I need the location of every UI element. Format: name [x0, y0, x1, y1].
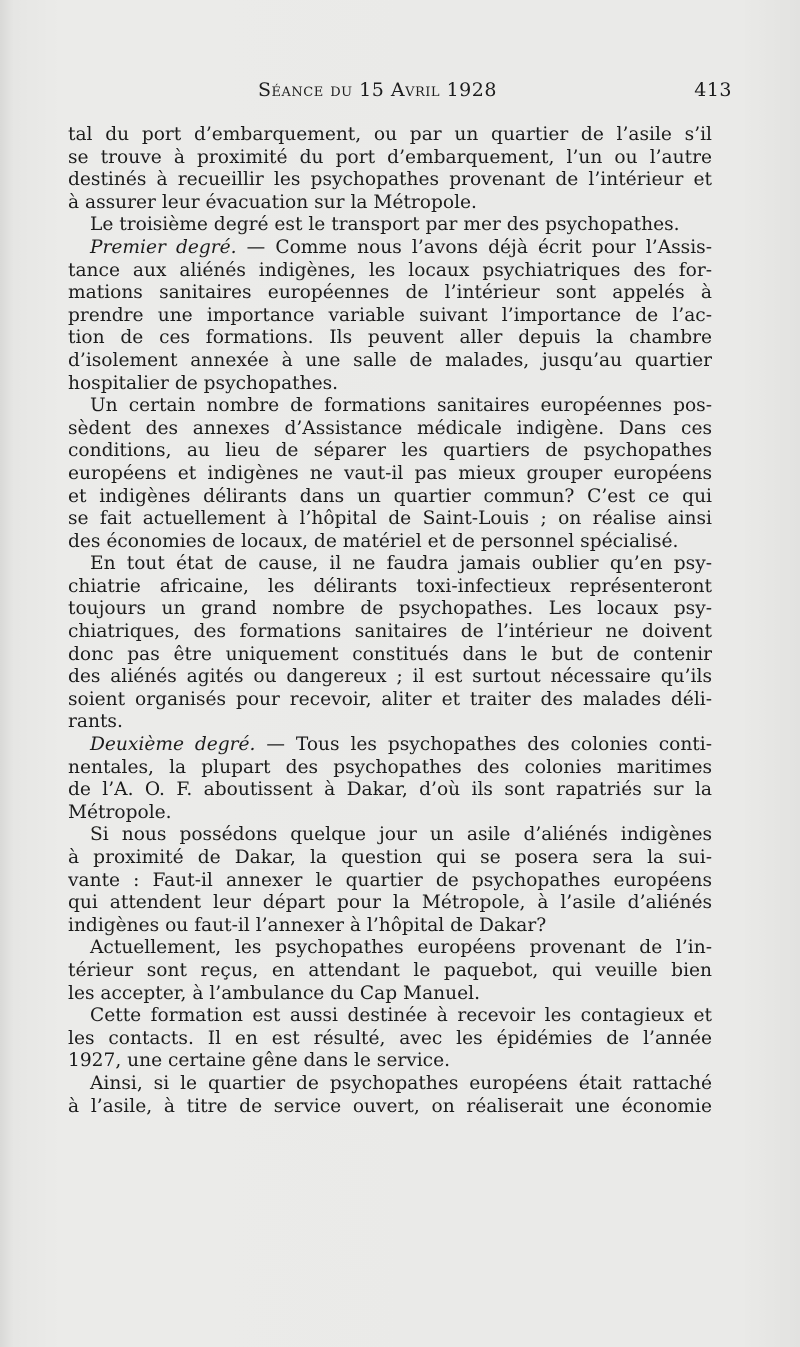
line-text: chiatrie africaine, les délirants toxi-infectieux représenteront	[68, 575, 712, 597]
line-text: — Tous les psychopathes des colonies conti-	[255, 734, 712, 756]
text-line	[68, 576, 712, 599]
body-text	[68, 124, 712, 1118]
line-text: Actuellement, les psychopathes européens provenant de l’in-	[90, 937, 712, 959]
line-text: prendre une importance variable suivant l’importance de l’ac-	[68, 304, 712, 326]
line-text: tion de ces formations. Ils peuvent aller depuis la chambre	[68, 327, 712, 349]
text-line	[68, 644, 712, 667]
line-text: des économies de locaux, de matériel et de personnel spécialisé.	[68, 530, 679, 552]
text-line	[68, 983, 712, 1006]
line-text: européens et indigènes ne vaut-il pas mieux grouper européens	[68, 462, 712, 484]
text-line	[68, 802, 712, 825]
line-text: indigènes ou faut-il l’annexer à l’hôpital de Dakar?	[68, 914, 547, 936]
line-text: les contacts. Il en est résulté, avec les épidémies de l’année	[68, 1027, 712, 1049]
text-line	[68, 711, 712, 734]
text-line	[68, 960, 712, 983]
text-line	[68, 124, 712, 147]
text-line	[68, 847, 712, 870]
line-text: sèdent des annexes d’Assistance médicale indigène. Dans ces	[68, 417, 712, 439]
text-line	[68, 1073, 712, 1096]
line-text: mations sanitaires européennes de l’intérieur sont appelés à	[68, 282, 712, 304]
text-line	[68, 915, 712, 938]
line-text: Métropole.	[68, 801, 172, 823]
text-line	[68, 350, 712, 373]
text-line	[68, 373, 712, 396]
page-number: 413	[694, 79, 732, 101]
line-text: tal du port d’embarquement, ou par un quartier de l’asile s’il	[68, 124, 712, 145]
text-line	[68, 531, 712, 554]
text-line	[68, 214, 712, 237]
line-text: rants.	[68, 711, 123, 733]
text-line	[68, 282, 712, 305]
line-text: Le troisième degré est le transport par mer des psychopathes.	[90, 214, 680, 236]
text-line	[68, 937, 712, 960]
line-text: donc pas être uniquement constitués dans le but de contenir	[68, 643, 712, 665]
text-line	[68, 892, 712, 915]
line-text: nentales, la plupart des psychopathes des colonies maritimes	[68, 756, 712, 778]
line-text: hospitalier de psychopathes.	[68, 372, 339, 394]
text-line	[68, 508, 712, 531]
text-line	[68, 1005, 712, 1028]
line-text: d’isolement annexée à une salle de malades, jusqu’au quartier	[68, 349, 712, 371]
line-text: — Comme nous l’avons déjà écrit pour l’Assis-	[236, 236, 712, 258]
text-line	[68, 757, 712, 780]
text-line	[68, 463, 712, 486]
text-line	[68, 192, 712, 215]
line-text: vante : Faut-il annexer le quartier de psychopathes européens	[68, 869, 712, 891]
text-line	[68, 824, 712, 847]
text-line	[68, 870, 712, 893]
line-text: toujours un grand nombre de psychopathes. Les locaux psy-	[68, 598, 712, 620]
line-text: destinés à recueillir les psychopathes provenant de l’intérieur et	[68, 169, 712, 191]
text-line	[68, 598, 712, 621]
line-text: à proximité de Dakar, la question qui se posera sera la sui-	[68, 847, 712, 868]
text-line	[68, 147, 712, 170]
line-text: Ainsi, si le quartier de psychopathes européens était rattaché	[90, 1072, 712, 1094]
line-text: tance aux aliénés indigènes, les locaux psychiatriques des for-	[68, 259, 712, 281]
text-line	[68, 327, 712, 350]
line-text: des aliénés agités ou dangereux ; il est surtout nécessaire qu’ils	[68, 666, 712, 688]
line-text: Si nous possédons quelque jour un asile d’aliénés indigènes	[90, 824, 712, 846]
text-line	[68, 621, 712, 644]
text-line	[68, 440, 712, 463]
text-line	[68, 689, 712, 712]
line-text: à assurer leur évacuation sur la Métropole.	[68, 191, 477, 213]
line-text: Cette formation est aussi destinée à recevoir les contagieux et	[90, 1005, 712, 1027]
line-text: conditions, au lieu de séparer les quartiers de psychopathes	[68, 440, 712, 462]
text-line	[68, 305, 712, 328]
text-line	[68, 1050, 712, 1073]
line-text: les accepter, à l’ambulance du Cap Manuel.	[68, 982, 480, 1004]
line-text: à l’asile, à titre de service ouvert, on réaliserait une économie	[68, 1095, 712, 1117]
text-line	[68, 395, 712, 418]
line-text: En tout état de cause, il ne faudra jamais oublier qu’en psy-	[90, 553, 712, 575]
text-line	[68, 734, 712, 757]
section-heading: Deuxième degré.	[90, 734, 256, 756]
text-line	[68, 666, 712, 689]
page-header	[258, 79, 732, 107]
section-heading: Premier degré.	[90, 236, 237, 258]
line-text: 1927, une certaine gêne dans le service.	[68, 1050, 450, 1072]
line-text: Un certain nombre de formations sanitaires européennes pos-	[90, 395, 712, 417]
line-text: soient organisés pour recevoir, aliter et traiter des malades déli-	[68, 688, 712, 710]
text-line	[68, 169, 712, 192]
text-line	[68, 237, 712, 260]
running-title: Séance du 15 Avril 1928	[258, 79, 497, 101]
text-line	[68, 418, 712, 441]
text-line	[68, 553, 712, 576]
text-line	[68, 486, 712, 509]
line-text: qui attendent leur départ pour la Métropole, à l’asile d’aliénés	[68, 892, 712, 914]
line-text: de l’A. O. F. aboutissent à Dakar, d’où ils sont rapatriés sur la	[68, 779, 712, 801]
line-text: chiatriques, des formations sanitaires de l’intérieur ne doivent	[68, 621, 712, 643]
text-line	[68, 1096, 712, 1119]
line-text: se trouve à proximité du port d’embarquement, l’un ou l’autre	[68, 146, 712, 168]
line-text: se fait actuellement à l’hôpital de Saint-Louis ; on réalise ainsi	[68, 508, 712, 530]
text-line	[68, 1028, 712, 1051]
line-text: térieur sont reçus, en attendant le paquebot, qui veuille bien	[68, 959, 712, 981]
text-line	[68, 260, 712, 283]
line-text: et indigènes délirants dans un quartier commun? C’est ce qui	[68, 485, 712, 507]
text-line	[68, 779, 712, 802]
